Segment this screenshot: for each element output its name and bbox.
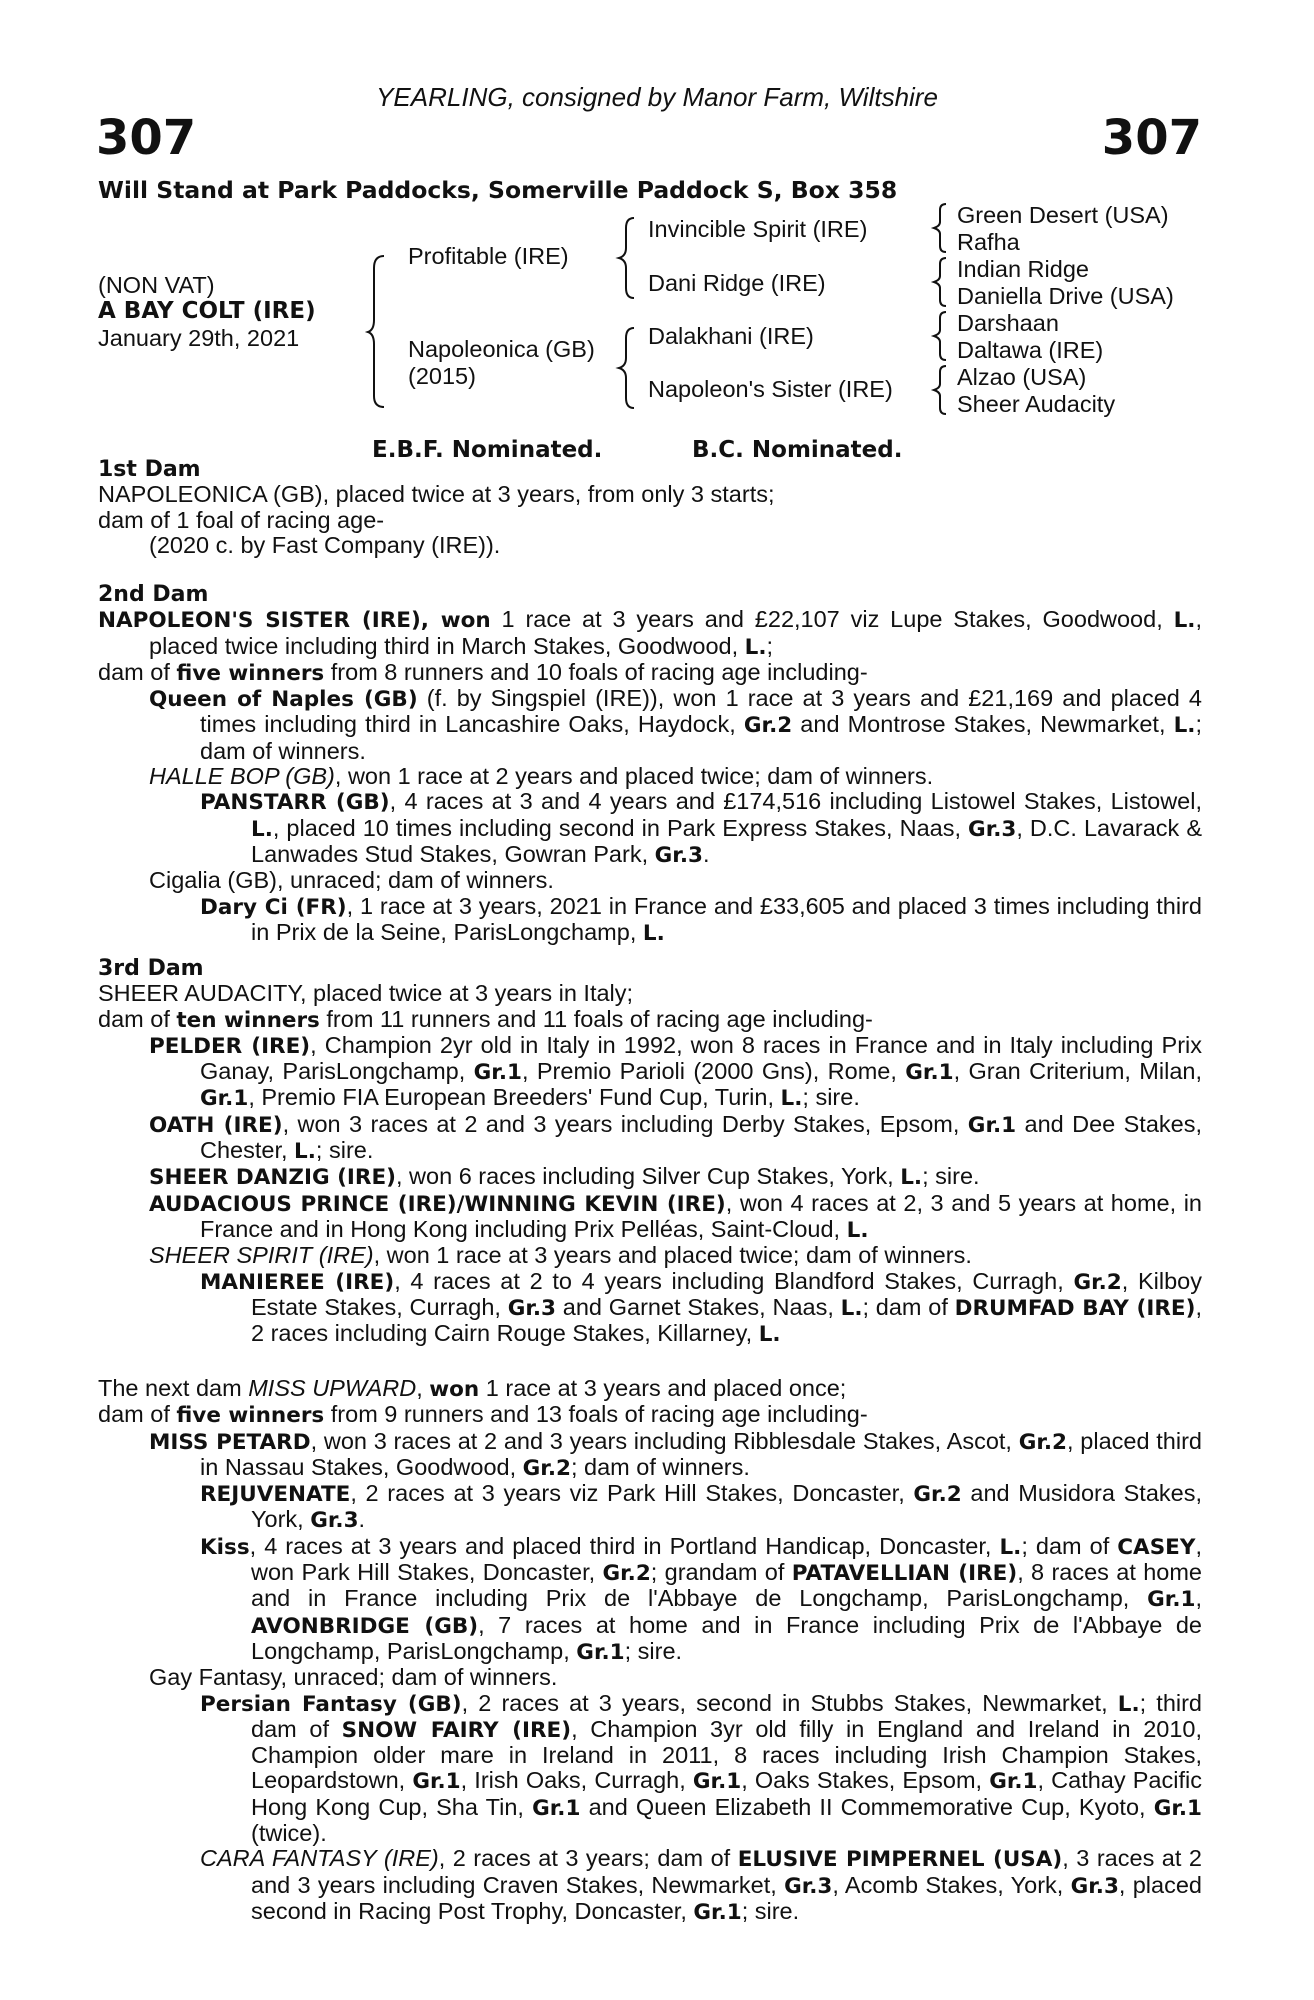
text-run: , placed twice including third in March Stakes, Goodwood, xyxy=(149,606,1202,659)
second-dam-section xyxy=(98,582,1202,946)
text-run: , 3 races at 2 and 3 years including Craven Stakes, Newmarket, xyxy=(251,1845,1202,1898)
text-run: , xyxy=(1195,1585,1202,1612)
text-run: The next dam xyxy=(98,1375,249,1401)
dam: Napoleonica (GB) xyxy=(408,336,595,362)
text-run: and Garnet Stakes, Naas, xyxy=(556,1293,841,1320)
text-run: , 2 races at 3 years; dam of xyxy=(438,1845,738,1872)
text-run: , won 3 races at 2 and 3 years including Derby Stakes, Epsom, xyxy=(282,1110,968,1137)
text-run: dam of xyxy=(98,1401,177,1428)
brace-g4-1 xyxy=(932,202,950,254)
produce-entry xyxy=(149,1112,1202,1165)
vat-status: (NON VAT) xyxy=(98,272,215,298)
bold-text: NAPOLEON'S SISTER (IRE), won xyxy=(98,608,491,634)
lot-number-right: 307 xyxy=(1101,110,1202,166)
ancestor-daniella-drive: Daniella Drive (USA) xyxy=(957,283,1174,309)
produce-entry xyxy=(200,1481,1202,1534)
ebf-nomination: E.B.F. Nominated. xyxy=(372,437,603,463)
bold-text: Gr.2 xyxy=(1073,1269,1122,1295)
bold-text: L. xyxy=(251,816,273,842)
text-run: ; dam of xyxy=(862,1293,955,1320)
text-run: and Queen Elizabeth II Commemorative Cup, Kyoto, xyxy=(580,1793,1154,1820)
first-dam-section xyxy=(98,457,1202,558)
bold-text: Dary Ci (FR) xyxy=(200,894,347,920)
text-run: , won 1 race at 3 years and placed twice; dam of winners. xyxy=(373,1242,972,1269)
text-run: ; sire. xyxy=(741,1897,800,1924)
bold-text: Gr.1 xyxy=(1153,1795,1202,1821)
text-run: ; third dam of xyxy=(251,1689,1202,1742)
text-run: , won 1 race at 2 years and placed twice; dam of winners. xyxy=(334,763,934,790)
text-run: , 1 race at 3 years, 2021 in France and £33,605 and placed 3 times including third in Prix de la Seine, ParisLongchamp, xyxy=(251,892,1202,945)
next-dam-produce-summary xyxy=(98,1402,1202,1428)
ancestor-green-desert: Green Desert (USA) xyxy=(957,202,1169,228)
text-run: from 8 runners and 10 foals of racing age including- xyxy=(324,658,868,685)
text-run: from 9 runners and 13 foals of racing age including- xyxy=(324,1401,868,1428)
bold-text: Persian Fantasy (GB) xyxy=(200,1691,462,1717)
bold-text: PELDER (IRE) xyxy=(149,1033,311,1059)
bold-text: Gr.1 xyxy=(412,1769,461,1795)
bold-text: Queen of Naples (GB) xyxy=(149,687,418,713)
bold-text: won xyxy=(429,1377,480,1402)
text-run: Gay Fantasy, unraced; dam of winners. xyxy=(149,1664,558,1691)
bold-text: Gr.2 xyxy=(1018,1429,1068,1455)
brace-g4-3 xyxy=(932,310,950,362)
bold-text: five winners xyxy=(176,1403,325,1429)
brace-dam xyxy=(618,326,638,410)
text-run: , 8 races at home and in France including Prix de l'Abbaye de Longchamp, ParisLongchamp, xyxy=(251,1559,1202,1612)
ancestor-daltawa: Daltawa (IRE) xyxy=(957,337,1104,363)
bold-text: Gr.2 xyxy=(602,1561,651,1587)
text-run: , Premio Parioli (2000 Gns), Rome, xyxy=(521,1058,906,1085)
bold-text: Gr.1 xyxy=(1147,1587,1196,1613)
bold-text: Gr.2 xyxy=(743,713,793,739)
bc-nomination: B.C. Nominated. xyxy=(692,437,903,463)
text-run: , placed third in Nassau Stakes, Goodwood, xyxy=(200,1427,1202,1480)
bold-text: AVONBRIDGE (GB) xyxy=(251,1613,479,1639)
text-run: Cigalia (GB), unraced; dam of winners. xyxy=(149,867,554,894)
third-dam-section xyxy=(98,956,1202,1347)
brace-g4-4 xyxy=(932,364,950,416)
text-run: (twice). xyxy=(251,1820,327,1847)
text-run: , 2 races at 3 years viz Park Hill Stakes, Doncaster, xyxy=(350,1480,914,1507)
bold-text: OATH (IRE) xyxy=(149,1112,283,1138)
text-run: , Irish Oaks, Curragh, xyxy=(460,1767,693,1794)
text-run: , Cathay Pacific Hong Kong Cup, Sha Tin, xyxy=(251,1767,1202,1820)
bold-text: L. xyxy=(744,634,767,660)
text-run: , 2 races including Cairn Rouge Stakes, Killarney, xyxy=(251,1293,1202,1347)
produce-entry xyxy=(200,894,1202,947)
horse-name: A BAY COLT (IRE) xyxy=(98,298,316,324)
next-dam-section xyxy=(98,1376,1202,1925)
text-run: , won 4 races at 2, 3 and 5 years at home, in France and in Hong Kong including Prix Pelléas, Saint-Cloud, xyxy=(200,1189,1202,1242)
bold-text: Gr.1 xyxy=(693,1899,742,1925)
third-dam-heading: 3rd Dam xyxy=(98,956,204,981)
text-run: (f. by Singspiel (IRE)), won 1 race at 3 years and £21,169 and placed 4 times including third in Lancashire Oaks, Haydock, xyxy=(200,685,1202,738)
lot-number-left: 307 xyxy=(96,110,197,166)
bold-text: Gr.3 xyxy=(968,816,1017,842)
sire-dam: Dani Ridge (IRE) xyxy=(648,270,826,296)
brace-sire xyxy=(618,216,638,300)
consignor-line: YEARLING, consigned by Manor Farm, Wiltshire xyxy=(376,82,938,112)
bold-text: Gr.3 xyxy=(654,842,703,868)
second-dam-produce-summary xyxy=(98,660,1202,686)
bold-text: Gr.1 xyxy=(532,1795,581,1821)
ancestor-rafha: Rafha xyxy=(957,229,1020,255)
text-run: , won Park Hill Stakes, Doncaster, xyxy=(251,1532,1202,1586)
bold-text: MANIEREE (IRE) xyxy=(200,1269,395,1295)
produce-entry xyxy=(149,686,1202,764)
text-run: , Acomb Stakes, York, xyxy=(832,1871,1071,1898)
produce-entry xyxy=(149,1243,1202,1268)
bold-text: L. xyxy=(294,1139,316,1165)
bold-text: PANSTARR (GB) xyxy=(200,790,390,816)
text-run: ; dam of winners. xyxy=(200,711,1202,764)
ancestor-sheer-audacity: Sheer Audacity xyxy=(957,391,1116,417)
text-run: , Kilboy Estate Stakes, Curragh, xyxy=(251,1267,1202,1320)
ancestor-indian-ridge: Indian Ridge xyxy=(957,256,1089,282)
bold-text: Gr.3 xyxy=(784,1873,833,1899)
bold-text: SNOW FAIRY (IRE) xyxy=(341,1717,572,1743)
produce-entry xyxy=(149,868,1202,893)
bold-text: AUDACIOUS PRINCE (IRE)/WINNING KEVIN (IRE) xyxy=(149,1191,726,1217)
bold-text: L. xyxy=(1117,1691,1140,1717)
next-dam-intro xyxy=(98,1376,1202,1402)
second-dam-heading: 2nd Dam xyxy=(98,582,209,607)
bold-text: L. xyxy=(840,1295,863,1321)
bold-text: ten winners xyxy=(176,1007,320,1033)
third-dam-produce-summary xyxy=(98,1007,1202,1033)
produce-entry xyxy=(149,764,1202,789)
bold-text: five winners xyxy=(176,660,325,686)
text-run: ; xyxy=(766,632,774,659)
bold-text: Gr.1 xyxy=(473,1060,522,1086)
first-dam-heading: 1st Dam xyxy=(98,457,201,482)
text-run: from 11 runners and 11 foals of racing age including- xyxy=(319,1005,873,1032)
italic-text: MISS UPWARD xyxy=(248,1375,417,1401)
text-run: , 4 races at 3 years and placed third in Portland Handicap, Doncaster, xyxy=(249,1532,1000,1559)
bold-text: L. xyxy=(999,1534,1022,1560)
produce-entry xyxy=(149,1164,1202,1190)
text-run: , 4 races at 3 and 4 years and £174,516 including Listowel Stakes, Listowel, xyxy=(389,788,1202,815)
ancestor-darshaan: Darshaan xyxy=(957,310,1059,336)
produce-entry xyxy=(149,1429,1202,1482)
bold-text: Gr.3 xyxy=(310,1508,359,1534)
produce-entry xyxy=(200,1846,1202,1925)
brace-g4-2 xyxy=(932,256,950,308)
foaling-date: January 29th, 2021 xyxy=(98,325,300,351)
text-run: ; sire. xyxy=(802,1084,860,1111)
third-dam-entries xyxy=(98,1033,1202,1348)
text-run: , placed 10 times including second in Park Express Stakes, Naas, xyxy=(272,814,969,841)
text-run: , xyxy=(416,1375,430,1401)
bold-text: Gr.1 xyxy=(692,1769,742,1795)
text-run: , Champion 2yr old in Italy in 1992, won 8 races in France and in Italy including Prix Ganay, ParisLongchamp, xyxy=(200,1031,1202,1085)
produce-entry xyxy=(200,1269,1202,1348)
sire-sire: Invincible Spirit (IRE) xyxy=(648,216,868,242)
stand-location: Will Stand at Park Paddocks, Somerville Paddock S, Box 358 xyxy=(98,176,898,204)
bold-text: L. xyxy=(900,1165,923,1191)
bold-text: MISS PETARD xyxy=(149,1429,311,1455)
text-run: and Dee Stakes, Chester, xyxy=(200,1110,1202,1164)
bold-text: L. xyxy=(846,1217,869,1243)
bold-text: L. xyxy=(1173,713,1196,739)
text-run: ; sire. xyxy=(315,1137,374,1164)
text-run: . xyxy=(702,840,710,867)
text-run: , Champion 3yr old filly in England and Ireland in 2010, Champion older mare in Ireland in 2011, 8 races including Irish Champion Stakes, Leopardstown, xyxy=(251,1715,1203,1794)
text-run: dam of xyxy=(98,1005,177,1032)
text-run: dam of xyxy=(98,658,177,685)
bold-text: PATAVELLIAN (IRE) xyxy=(791,1561,1018,1587)
brace-gen1 xyxy=(368,254,388,409)
second-dam-entries xyxy=(98,686,1202,946)
bold-text: DRUMFAD BAY (IRE) xyxy=(954,1295,1196,1321)
sire: Profitable (IRE) xyxy=(408,243,569,269)
bold-text: L. xyxy=(758,1322,781,1348)
bold-text: L. xyxy=(780,1086,803,1112)
second-dam-intro xyxy=(98,607,1202,660)
text-run: , 7 races at home and in France including Prix de l'Abbaye de Longchamp, ParisLongchamp, xyxy=(251,1611,1202,1664)
bold-text: Gr.1 xyxy=(989,1769,1038,1795)
bold-text: Gr.1 xyxy=(576,1639,625,1665)
text-run: , placed second in Racing Post Trophy, Doncaster, xyxy=(251,1871,1202,1924)
italic-text: SHEER SPIRIT (IRE) xyxy=(149,1242,374,1269)
text-run: and Montrose Stakes, Newmarket, xyxy=(792,711,1174,738)
bold-text: CASEY xyxy=(1117,1534,1196,1560)
text-run: , Premio FIA European Breeders' Fund Cup, Turin, xyxy=(248,1084,781,1111)
text-run: ; dam of xyxy=(1021,1532,1118,1559)
bold-text: Gr.3 xyxy=(1070,1873,1119,1899)
text-run: ; dam of winners. xyxy=(570,1453,750,1480)
bold-text: Gr.3 xyxy=(507,1295,557,1321)
italic-text: HALLE BOP (GB) xyxy=(149,763,335,790)
italic-text: CARA FANTASY (IRE) xyxy=(200,1845,439,1872)
text-run: , D.C. Lavarack & Lanwades Stud Stakes, Gowran Park, xyxy=(251,814,1202,867)
text-run: , 2 races at 3 years, second in Stubbs Stakes, Newmarket, xyxy=(461,1689,1118,1716)
bold-text: Gr.1 xyxy=(967,1112,1017,1138)
bold-text: Gr.1 xyxy=(905,1060,954,1086)
bold-text: Gr.2 xyxy=(913,1482,962,1508)
ancestor-alzao: Alzao (USA) xyxy=(957,364,1087,390)
bold-text: Kiss xyxy=(200,1534,250,1560)
dam-year: (2015) xyxy=(408,363,476,389)
text-run: , Oaks Stakes, Epsom, xyxy=(741,1767,990,1794)
bold-text: ELUSIVE PIMPERNEL (USA) xyxy=(737,1847,1063,1873)
first-dam-line: NAPOLEONICA (GB), placed twice at 3 years, from only 3 starts; xyxy=(98,481,775,508)
text-run: 1 race at 3 years and placed once; xyxy=(479,1375,847,1401)
dam-sire: Dalakhani (IRE) xyxy=(648,323,814,349)
bold-text: SHEER DANZIG (IRE) xyxy=(149,1165,396,1191)
next-dam-entries xyxy=(98,1429,1202,1926)
text-run: 1 race at 3 years and £22,107 viz Lupe Stakes, Goodwood, xyxy=(490,606,1174,633)
text-run: ; sire. xyxy=(624,1637,683,1664)
text-run: , won 6 races including Silver Cup Stakes, York, xyxy=(396,1163,901,1190)
produce-entry xyxy=(149,1665,1202,1690)
produce-entry xyxy=(200,1691,1202,1847)
first-dam-foals: dam of 1 foal of racing age- xyxy=(98,506,385,533)
text-run: . xyxy=(358,1506,366,1533)
text-run: ; grandam of xyxy=(650,1559,792,1586)
bold-text: REJUVENATE xyxy=(200,1482,351,1508)
produce-entry xyxy=(200,789,1202,868)
bold-text: Gr.2 xyxy=(522,1455,571,1481)
produce-entry xyxy=(149,1191,1202,1244)
produce-entry xyxy=(149,1033,1202,1112)
bold-text: Gr.1 xyxy=(200,1086,249,1112)
bold-text: L. xyxy=(642,920,665,946)
dam-dam: Napoleon's Sister (IRE) xyxy=(648,376,893,402)
produce-entry xyxy=(200,1534,1202,1665)
third-dam-line: SHEER AUDACITY, placed twice at 3 years in Italy; xyxy=(98,980,634,1007)
text-run: , 4 races at 2 to 4 years including Blandford Stakes, Curragh, xyxy=(394,1267,1074,1294)
first-dam-produce: (2020 c. by Fast Company (IRE)). xyxy=(149,531,501,558)
bold-text: L. xyxy=(1173,608,1196,634)
text-run: , Gran Criterium, Milan, xyxy=(953,1058,1202,1085)
text-run: and Musidora Stakes, York, xyxy=(251,1480,1202,1533)
text-run: ; sire. xyxy=(922,1163,980,1190)
text-run: , won 3 races at 2 and 3 years including Ribblesdale Stakes, Ascot, xyxy=(310,1427,1019,1454)
